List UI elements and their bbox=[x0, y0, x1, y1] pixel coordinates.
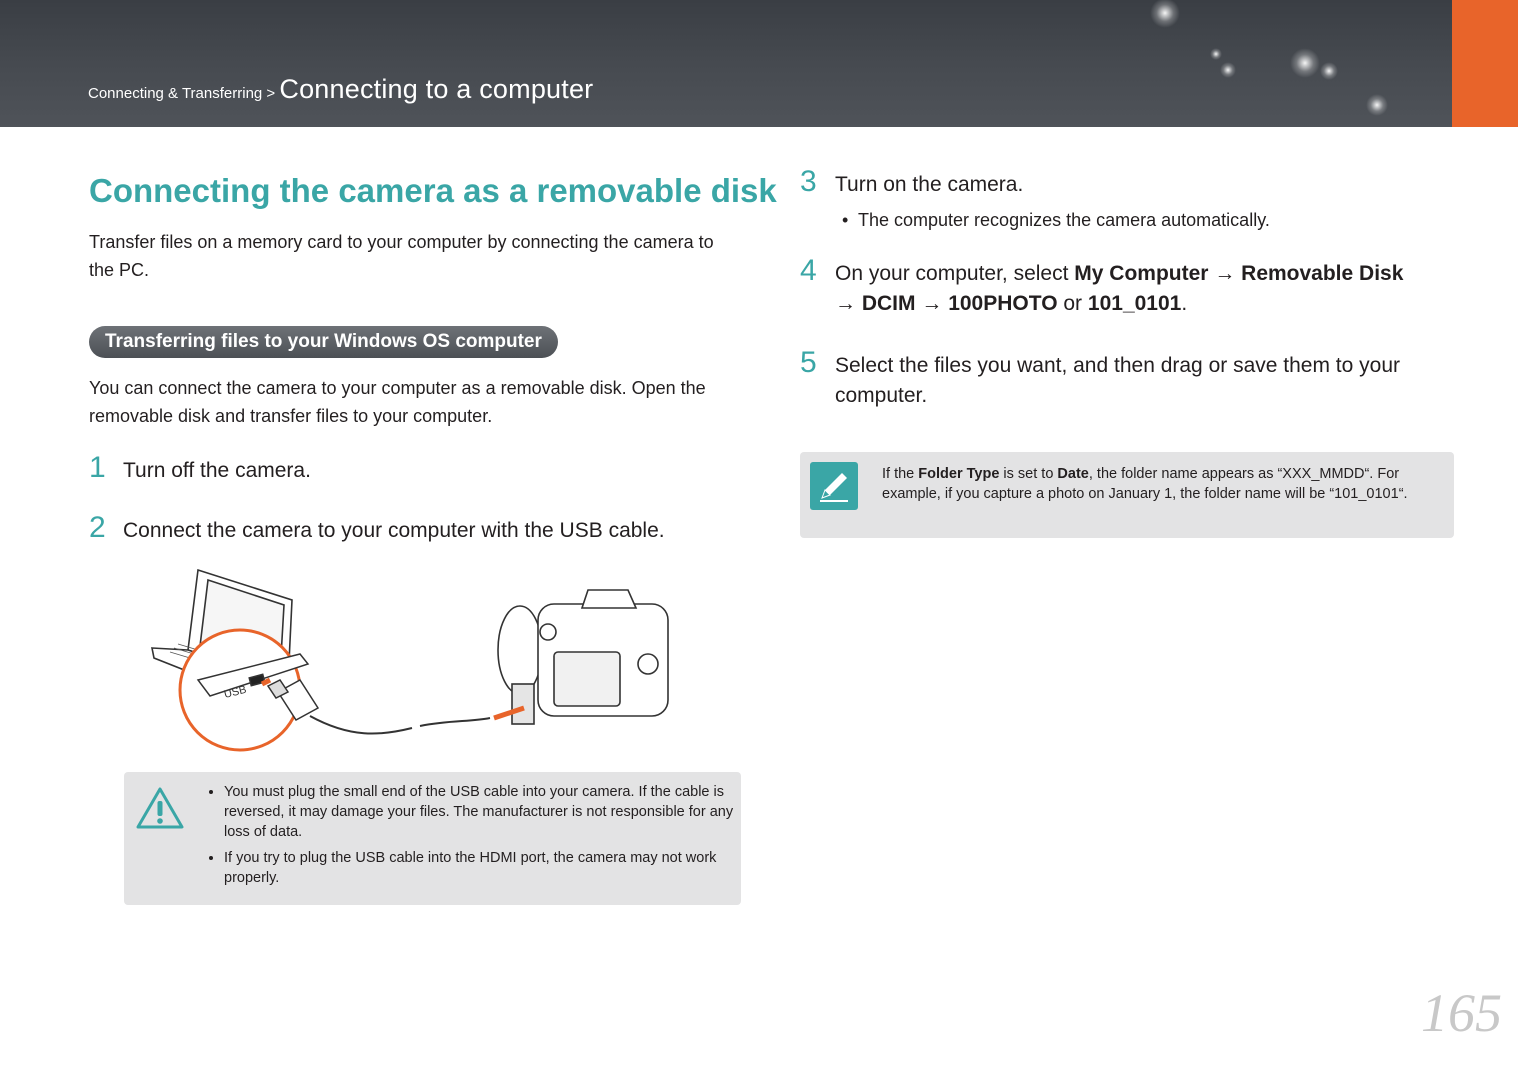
note-text-part: If the bbox=[882, 466, 919, 482]
camera-illustration bbox=[498, 590, 668, 724]
or-text: or bbox=[1063, 292, 1083, 315]
note-text bbox=[882, 464, 1422, 504]
arrow-separator: → bbox=[835, 292, 856, 315]
left-column bbox=[89, 168, 777, 546]
right-column bbox=[800, 165, 1450, 411]
breadcrumb-separator: > bbox=[262, 85, 280, 102]
arrow-separator: → bbox=[921, 292, 943, 315]
intro-text: Transfer files on a memory card to your computer by connecting the camera to the PC. bbox=[89, 232, 714, 280]
note-text-part: , the folder name appears as “XXX_MMDD“. For example, if you capture a photo on January 1, the folder name will be “101_0101“. bbox=[882, 466, 1408, 502]
note-pencil-icon bbox=[810, 462, 858, 510]
step-4 bbox=[800, 254, 1450, 319]
warning-icon bbox=[136, 786, 184, 830]
step-text: Connect the camera to your computer with the USB cable. bbox=[123, 519, 665, 542]
description-text: You can connect the camera to your computer as a removable disk. Open the removable disk and transfer files to your computer. bbox=[89, 378, 706, 426]
breadcrumb-section[interactable]: Connecting & Transferring bbox=[88, 85, 263, 102]
chapter-tab bbox=[1452, 0, 1518, 127]
step-number: 2 bbox=[89, 511, 106, 544]
note-text-part: is set to bbox=[999, 466, 1058, 482]
step-3 bbox=[800, 165, 1450, 200]
step-text: Turn on the camera. bbox=[835, 173, 1024, 196]
path-removable-disk: Removable Disk bbox=[1241, 262, 1404, 285]
path-my-computer: My Computer bbox=[1074, 262, 1209, 285]
warning-box bbox=[124, 772, 741, 905]
step-text: On your computer, select bbox=[835, 262, 1075, 285]
step-number: 4 bbox=[800, 254, 817, 287]
sparkle-decoration bbox=[1320, 62, 1338, 80]
usb-cable bbox=[310, 716, 490, 734]
path-100photo: 100PHOTO bbox=[948, 292, 1058, 315]
section-title: Connecting the camera as a removable disk bbox=[89, 172, 777, 209]
step-5 bbox=[800, 346, 1450, 411]
note-date: Date bbox=[1057, 466, 1089, 482]
period: . bbox=[1181, 292, 1188, 315]
page-header bbox=[0, 0, 1518, 127]
usb-port-label: USB bbox=[222, 683, 248, 701]
step-number: 5 bbox=[800, 346, 817, 379]
sparkle-decoration bbox=[1290, 48, 1320, 78]
step-2 bbox=[89, 511, 739, 546]
path-101-0101: 101_0101 bbox=[1087, 292, 1182, 315]
step-number: 1 bbox=[89, 451, 106, 484]
note-folder-type: Folder Type bbox=[918, 466, 1000, 482]
usb-connection-illustration bbox=[150, 568, 690, 758]
sparkle-decoration bbox=[1210, 48, 1222, 60]
step-1 bbox=[89, 451, 739, 486]
sparkle-decoration bbox=[1366, 94, 1388, 116]
subsection-heading: Transferring files to your Windows OS computer bbox=[89, 326, 558, 358]
note-box bbox=[800, 452, 1454, 538]
page-number: 165 bbox=[1421, 983, 1502, 1043]
step-number: 3 bbox=[800, 165, 817, 198]
arrow-separator: → bbox=[1214, 262, 1236, 285]
sparkle-decoration bbox=[1150, 0, 1180, 28]
step-text: Turn off the camera. bbox=[123, 459, 311, 482]
list-item: • If you try to plug the USB cable into the HDMI port, the camera may not work properly. bbox=[224, 848, 734, 888]
path-dcim: DCIM bbox=[861, 292, 916, 315]
step-3-bullet: • The computer recognizes the camera automatically. bbox=[858, 210, 1450, 231]
breadcrumb bbox=[88, 74, 593, 105]
page-title: Connecting to a computer bbox=[279, 74, 594, 104]
warning-list bbox=[204, 782, 734, 894]
list-item: • You must plug the small end of the USB cable into your camera. If the cable is reversed, it may damage your files. The manufacturer is not responsible for any loss of data. bbox=[224, 782, 734, 842]
sparkle-decoration bbox=[1220, 62, 1236, 78]
step-text: Select the files you want, and then drag or save them to your computer. bbox=[835, 354, 1400, 407]
